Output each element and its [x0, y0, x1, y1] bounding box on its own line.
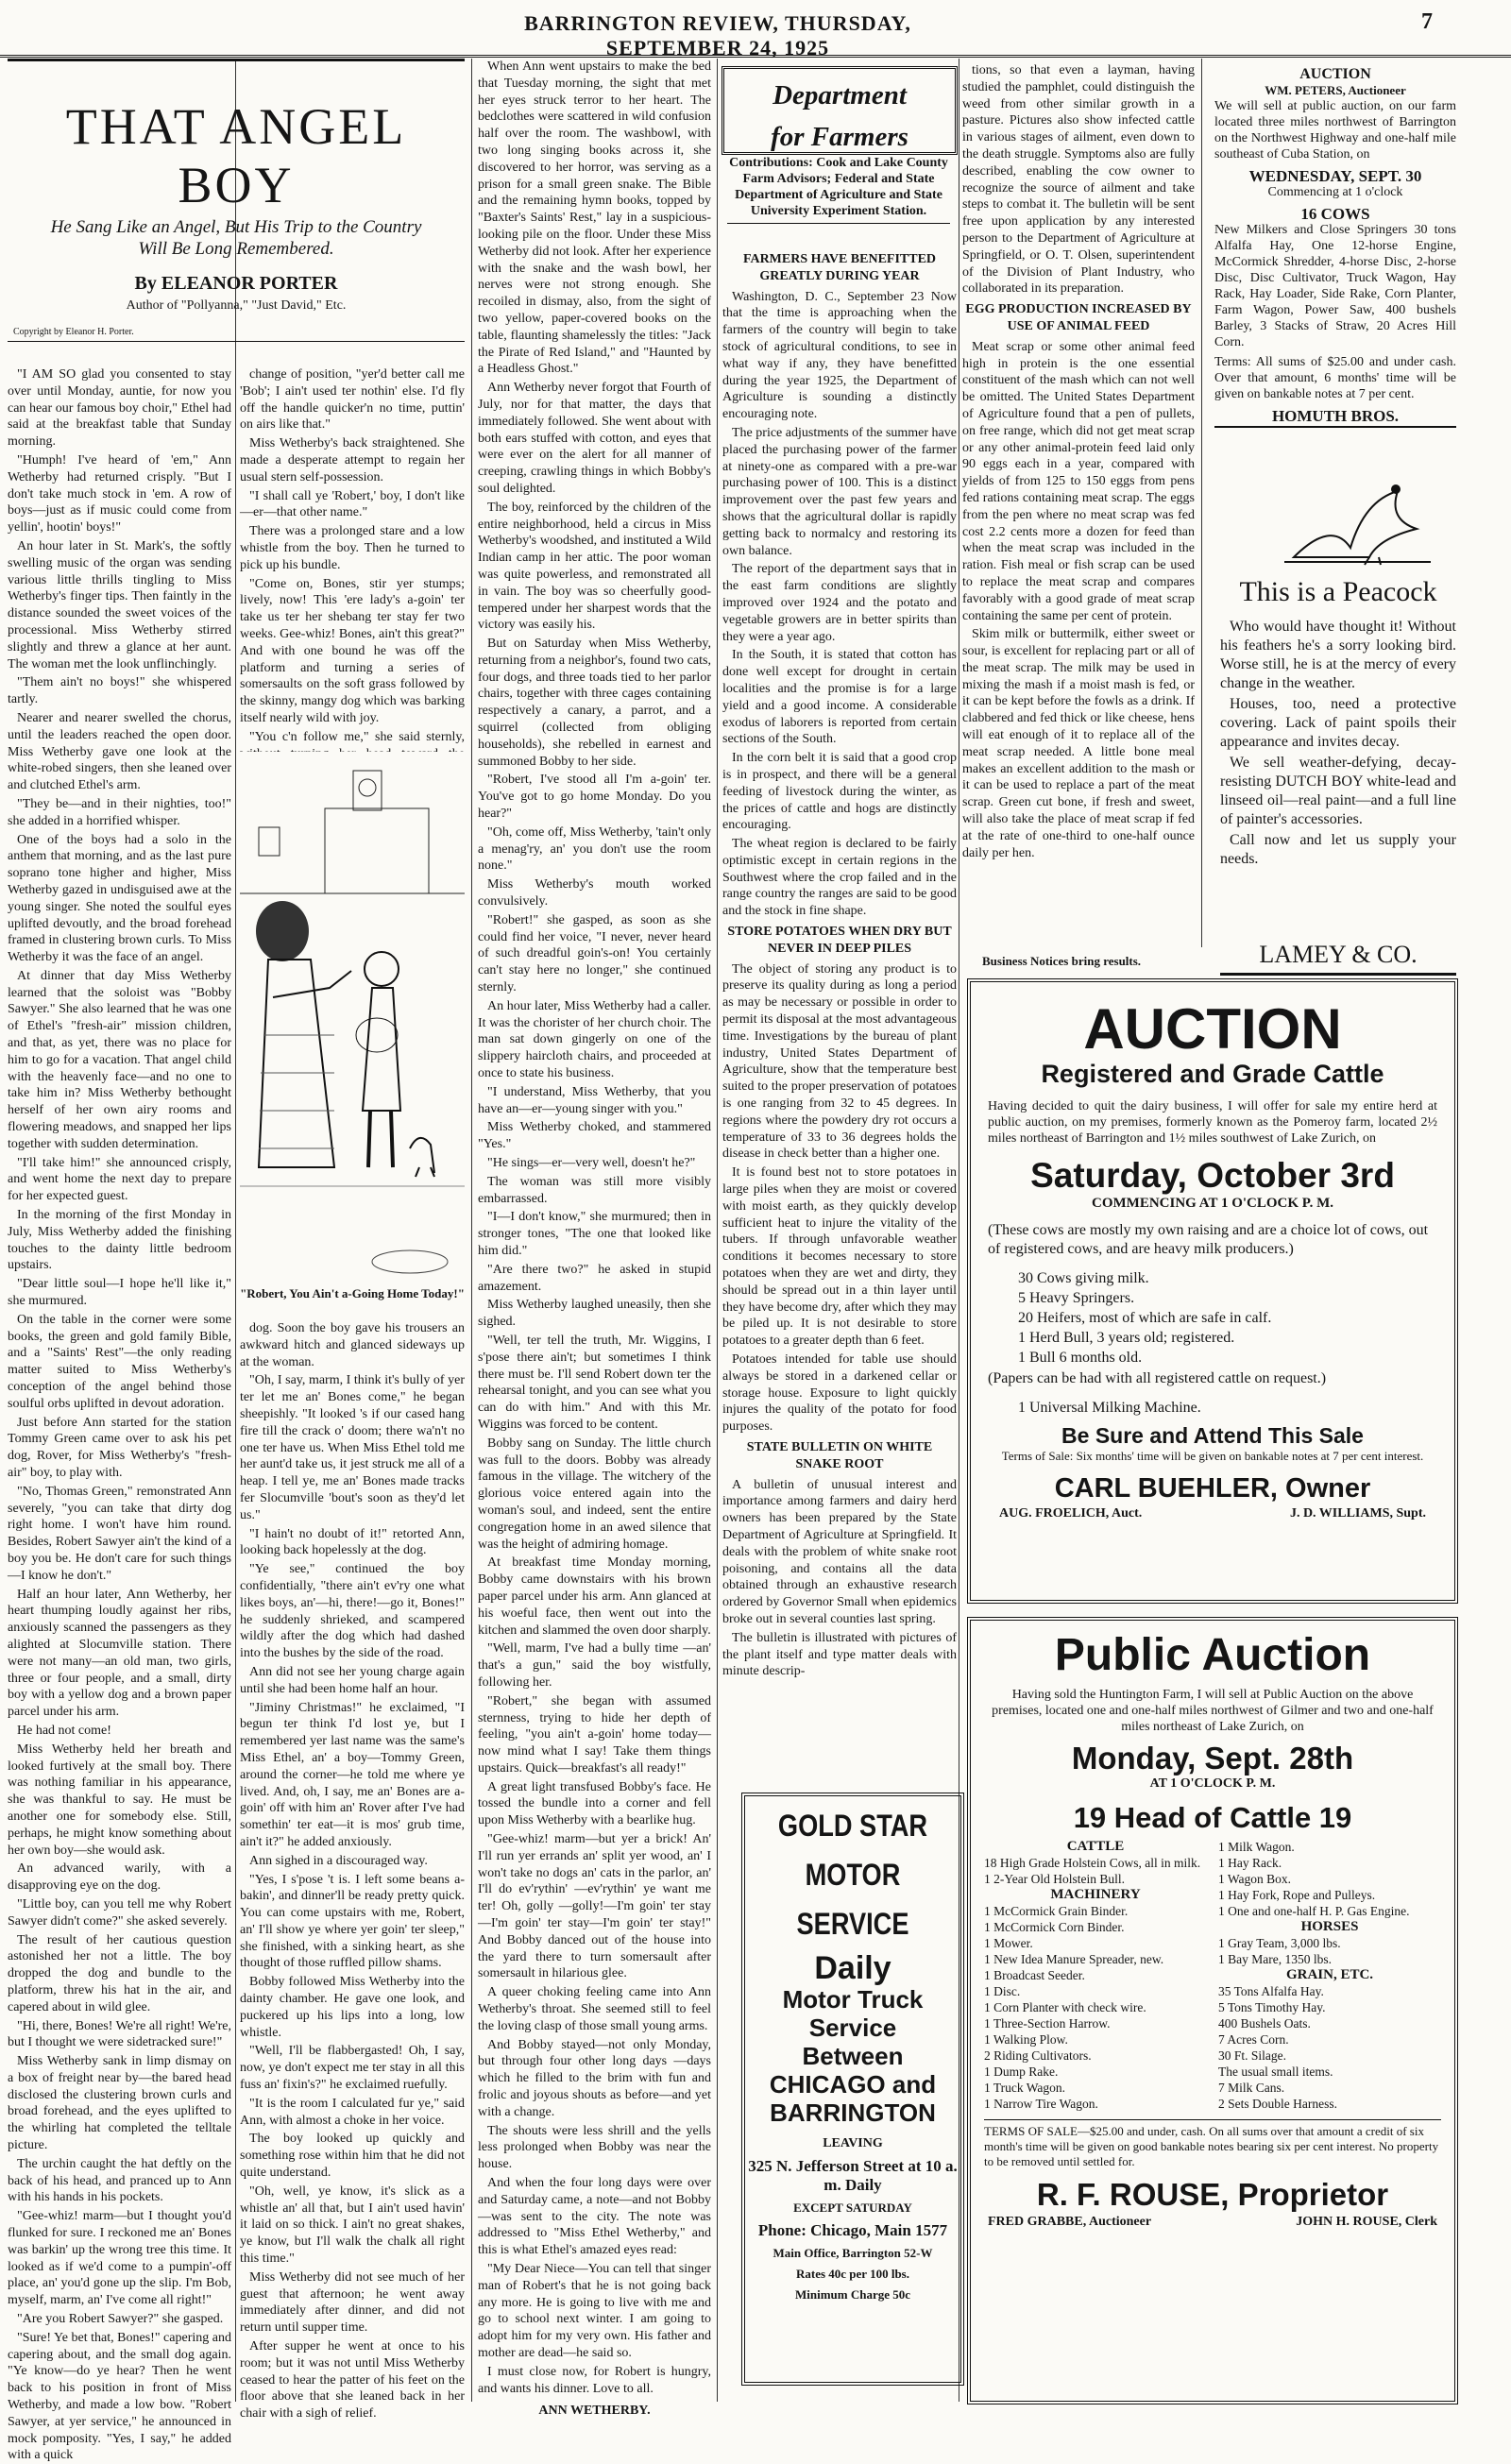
- article-paragraph: A bulletin of unusual interest and importance among farmers and dairy herd owners has been prepared by the State Department of Agriculture at Springfield. It deals with the problem of white snake root poisoning, and contains all the data obtained through an exhaustive research ordered by Governor Small when epidemics broke out in several counties last spring.: [722, 1477, 957, 1626]
- story-paragraph: "Gee-whiz! marm—but I thought you'd flunked for sure. I reckoned me an' Bones was barkin' up the wrong tree this time. It looked as if we'd come to a pumpin'-off place, an' you'd gone up the slip. I'm Bob, myself, marm, an' I've come all right!": [8, 2209, 231, 2308]
- section-headline: STORE POTATOES WHEN DRY BUT NEVER IN DEEP PILES: [727, 925, 952, 956]
- auction-date: Saturday, October 3rd: [1030, 1156, 1395, 1195]
- peacock-text: Houses, too, need a protective covering. Lack of paint spoils their appearance and invites decay.: [1220, 696, 1456, 750]
- story-paragraph: He had not come!: [17, 1723, 111, 1738]
- peacock-text: Who would have thought it! Without his feathers he's a sorry looking bird. Worse still, he is at the mercy of every change in the weather.: [1220, 619, 1456, 691]
- auctioneer-name: FRED GRABBE, Auctioneer: [988, 2215, 1152, 2229]
- story-paragraph: After supper he went at once to his room; but it was not until Miss Wetherby ceased to hear the patter of his feet on the floor above that she leaned back in her chair with a sigh of relief.: [240, 2339, 465, 2422]
- auction-item: 30 Cows giving milk.: [1018, 1270, 1149, 1286]
- auction-item: 30 Ft. Silage.: [1218, 2048, 1287, 2063]
- business-notice: Business Notices bring results.: [982, 954, 1142, 968]
- auction-item: 1 Three-Section Harrow.: [984, 2016, 1111, 2031]
- story-title: THAT ANGEL BOY: [65, 98, 407, 213]
- story-paragraph: I must close now, for Robert is hungry, and wants his dinner. Love to all.: [478, 2364, 711, 2396]
- story-paragraph: The woman was still more visibly embarrassed.: [478, 1174, 711, 1206]
- story-paragraph: At dinner that day Miss Wetherby learned that the soloist was "Bobby Sawyer." She also learned that he was one of Ethel's "fresh-air" mission children, and that, as yet, there was no place for him to go for a vacation. That angel child with the heavenly face—and no one to take him in? Miss Wetherby bethought herself of her own airy rooms and flowering meadows, and snapped her lips together with sudden determination.: [8, 968, 231, 1151]
- story-paragraph: Just before Ann started for the station Tommy Green came over to ask his pet dog, Rover, for Miss Wetherby's "fresh-air" boy, to play with.: [8, 1415, 231, 1480]
- story-paragraph: "They be—and in their nighties, too!" she added in a horrified whisper.: [8, 796, 231, 828]
- auction-item: 1 Truck Wagon.: [984, 2081, 1066, 2095]
- story-paragraph: The result of her cautious question astonished her not a little. The boy dropped the dog and bundle to the platform, threw his hat in the air, and capered about in wild glee.: [8, 1932, 231, 2014]
- story-paragraph: "I AM SO glad you consented to stay over until Monday, auntie, for now you can hear our famous boy choir," Ethel had said at the breakfast table that Sunday morning.: [8, 367, 231, 450]
- auction-desc: (These cows are mostly my own raising and are a choice lot of cows, out of registered cows, and are heavy milk producers.): [988, 1222, 1429, 1257]
- auction-machine: 1 Universal Milking Machine.: [1018, 1400, 1201, 1416]
- story-paragraph: On the table in the corner were some books, the green and gold family Bible, and a "Saints' Rest"—the only reading matter suited to Miss Wetherby's conception of the angel behind those soulful orbs uplifted in devout adoration.: [8, 1312, 231, 1411]
- story-paragraph: "Well, ter tell the truth, Mr. Wiggins, I s'pose there ain't; but sometimes I think there must be. I'll send Robert down ter the rehearsal tonight, and you can see what you can do with him." And with this Mr. Wiggins was forced to be content.: [478, 1333, 711, 1432]
- article-paragraph: Skim milk or buttermilk, either sweet or sour, is excellent for replacing part or all of the meat scrap. The milk may be used in mixing the mash if a moist mash is fed, or it can be kept before the fowls as a drink. If clabbered and fed thick or like cheese, hens will eat enough of it to replace all of the meat scrap needed. A little bone meal makes an excellent addition to the mash or it can be used to replace a part of the meat scrap. Green cut bone, if fresh and sweet, will also take the place of meat scrap if fed at the rate of one-third to one-half ounce daily per hen.: [962, 627, 1195, 860]
- auction-right-list: [1218, 1839, 1441, 2112]
- auction-date: Monday, Sept. 28th: [1071, 1741, 1354, 1776]
- auction-headline: AUCTION: [1083, 997, 1342, 1061]
- list-heading: GRAIN, ETC.: [1285, 1967, 1374, 1982]
- article-paragraph: The wheat region is declared to be fairly optimistic except in certain regions in the Southwest where the crop failed and in the range country the ranges are said to be good and the stock in fine shape.: [722, 837, 957, 919]
- author-note: Author of "Pollyanna," "Just David," Etc.: [126, 298, 347, 313]
- auction-item: 1 Hay Rack.: [1218, 1856, 1282, 1870]
- story-paragraph: Miss Wetherby choked, and stammered "Yes.": [478, 1120, 711, 1152]
- story-paragraph: "Oh, I say, marm, I think it's bully of yer ter let me an' Bones come," he began sheepishly. "It looked 's if our cased hang fire till the crack o' doom; there wa'n't no one ter have us. When Miss Ethel told me her aunt'd take us, it jest struck me all of a heap. I tell ye, me an' Bones made tracks fer Slocumville 'bout's soon as they'd let us.": [240, 1373, 465, 1522]
- story-paragraph: An advanced warily, with a disapproving eye on the dog.: [8, 1861, 231, 1894]
- gold-star-line: GOLD STAR: [777, 1809, 928, 1843]
- story-paragraph: "Little boy, can you tell me why Robert Sawyer didn't come?" she asked severely.: [8, 1896, 231, 1929]
- dept-title-1: Department: [772, 80, 907, 110]
- story-paragraph: "Them ain't no boys!" she whispered tartly.: [8, 675, 231, 707]
- story-paragraph: "Come on, Bones, stir yer stumps; lively, now! This 'ere lady's a-goin' ter take us ter her shebang ter stay fer two weeks. Gee-whiz! Bones, ain't this great?" And with one bound he was off the platform and turning a series of somersaults on the soft grass followed by the skinny, mangy dog which was barking itself nearly wild with joy.: [240, 576, 465, 725]
- story-paragraph: "I—I don't know," she murmured; then in stronger tones, "The one that looked like him did.": [478, 1210, 711, 1258]
- auction-item: The usual small items.: [1218, 2065, 1333, 2079]
- article-paragraph: The bulletin is illustrated with pictures of the plant itself and type matter deals with minute descrip-: [722, 1630, 957, 1679]
- auction-intro: Having sold the Huntington Farm, I will sell at Public Auction on the above premises, located one and one-half miles northwest of Gilmer and two and one-half miles northeast of Lake Zurich, on: [992, 1688, 1434, 1734]
- story-paragraph: Ann did not see her young charge again until she had been home half an hour.: [240, 1664, 465, 1696]
- lamey-firm-name: LAMEY & CO.: [1220, 941, 1456, 976]
- auction-headline: Public Auction: [1054, 1630, 1371, 1680]
- story-paragraph: An hour later in St. Mark's, the softly swelling music of the organ was sending various little thrills tingling to Miss Wetherby's finger tips. Then faintly in the distance sounded the sweet voices of the processional. Miss Wetherby stirred slightly and threw a glance at her aunt. The woman met the look unflinchingly.: [8, 538, 231, 671]
- auction-item: 7 Acres Corn.: [1218, 2032, 1289, 2047]
- column-rule: [717, 59, 718, 2402]
- farmers-column-2: [962, 62, 1195, 960]
- auction-owner: CARL BUEHLER, Owner: [1054, 1473, 1371, 1504]
- article-paragraph: In the South, it is stated that cotton has done well except for drought in certain localities and the promise is for a large yield and a good income. A considerable exodus of laborers is reported from certain sections of the South.: [722, 648, 957, 747]
- story-paragraph: Miss Wetherby laughed uneasily, then she sighed.: [478, 1298, 711, 1330]
- story-paragraph: "Oh, come off, Miss Wetherby, 'tain't only a menag'ry, an' you don't use the room none.": [478, 824, 711, 874]
- auction-body: We will sell at public auction, on our farm located three miles northwest of Barrington on the Northwest Highway and one-half mile southeast of Cuba Station, on: [1214, 99, 1456, 161]
- auction-item: 1 Mower.: [984, 1936, 1033, 1950]
- auction-item: 1 Dump Rake.: [984, 2065, 1059, 2079]
- article-paragraph: Washington, D. C., September 23 Now that the time is approaching when the farmers of the country will begin to take stock of agricultural conditions, to see in what way if any, they have benefitted during the year 1925, the Department of Agriculture is sounding a distinctly encouraging note.: [722, 289, 957, 422]
- superintendent-name: J. D. WILLIAMS, Supt.: [1289, 1506, 1426, 1521]
- peacock-ad: [1220, 576, 1456, 871]
- story-paragraph: "Hi, there, Bones! We're all right! We're, but I thought we were sidetracked sure!": [8, 2018, 231, 2050]
- auction-item: 1 Herd Bull, 3 years old; registered.: [1018, 1330, 1235, 1346]
- clerk-name: JOHN H. ROUSE, Clerk: [1296, 2215, 1437, 2229]
- story-paragraph: And Bobby stayed—not only Monday, but through four other long days —days which he filled to the brim with fun and frolic and joyous shouts as before—and yet with a change.: [478, 2037, 711, 2119]
- farmers-column: [722, 247, 957, 1787]
- story-paragraph: "Robert," she began with assumed sternness, trying to hide her depth of feeling, "you ain't a-goin' home today—now mind what I say! Take them things upstairs. Quick—breakfast's all ready!": [478, 1693, 711, 1776]
- auction-officials: [988, 2215, 1437, 2230]
- auction-cows: 16 COWS: [1300, 205, 1370, 223]
- story-paragraph: One of the boys had a solo in the anthem that morning, and as the last pure soprano tone higher and higher, Miss Wetherby gazed in undisguised awe at the young singer. She noted the soulful eyes uplifted devoutly, and the broad forehead framed in clustering brown curls. To Miss Wetherby it was the face of an angel.: [8, 832, 231, 965]
- buehler-auction-ad: [967, 978, 1458, 1604]
- auction-item: 1 Milk Wagon.: [1218, 1840, 1295, 1854]
- story-paragraph: The urchin caught the hat deftly on the back of his head, and pranced up to Ann with his hands in his pockets.: [8, 2156, 231, 2205]
- article-paragraph: The object of storing any product is to preserve its quality during as long a period as may be necessary or possible in order to permit its disposal at the most advantageous time. Investigations by the bureau of plant industry, United States Department of Agriculture, show that the temperature best suited to the proper preservation of potatoes is one ranging from 32 to 45 degrees. In regions where the powdery dry rot occurs a temperature of 33 to 36 degrees holds the disease in check better than a higher one.: [722, 961, 957, 1162]
- story-paragraph: The boy looked up quickly and something rose within him that he did not quite understand.: [240, 2132, 465, 2181]
- article-paragraph: The report of the department says that in the east farm conditions are slightly improved over 1924 and the potato and vegetable growers are in better spirits than they were a year ago.: [722, 562, 957, 644]
- story-paragraph: A queer choking feeling came into Ann Wetherby's throat. She seemed still to feel the loving clasp of those small young arms.: [478, 1985, 711, 2033]
- story-paragraph: A great light transfused Bobby's face. He tossed the bundle into a corner and fell upon Miss Wetherby with a bearlike hug.: [478, 1779, 711, 1828]
- story-paragraph: "Oh, well, ye know, it's slick as a whistle an' all that, but I ain't used havin' it laid on so thick. I ain't no great shakes, ye know, but I'll walk the chalk all right this time.": [240, 2184, 465, 2267]
- story-paragraph: Nearer and nearer swelled the chorus, until the leaders reached the open door. Miss Wetherby gave one look at the white-robed singers, then she leaned over and clutched Ethel's arm.: [8, 710, 231, 793]
- story-title-block: [8, 59, 465, 342]
- auctioneer-name: WM. PETERS, Auctioneer: [1265, 83, 1406, 97]
- auction-item: 35 Tons Alfalfa Hay.: [1218, 1984, 1324, 1998]
- farmers-department-box: [722, 66, 958, 155]
- story-paragraph: There was a prolonged stare and a low whistle from the boy. Then he turned to pick up his bundle.: [240, 524, 465, 572]
- auction-item: 7 Milk Cans.: [1218, 2081, 1285, 2095]
- auction-item: 1 New Idea Manure Spreader, new.: [984, 1952, 1164, 1966]
- gold-star-line: Main Office, Barrington 52-W: [772, 2246, 933, 2260]
- auction-time: AT 1 O'CLOCK P. M.: [1149, 1776, 1276, 1791]
- auction-terms: Terms of Sale: Six months' time will be given on bankable notes at 7 per cent interest.: [1001, 1449, 1424, 1463]
- story-paragraph: "Sure! Ye bet that, Bones!" capering and capering about, and the small dog again. "Ye know—do ye hear? Then he went back to his position in front of Miss Wetherby, and made a low bow. "Robert Sawyer, at yer service," he announced in mock pomposity. "Yes, I say," he added with a quick: [8, 2330, 231, 2463]
- auction-item: 1 Bay Mare, 1350 lbs.: [1218, 1952, 1332, 1966]
- story-paragraph: Bobby sang on Sunday. The little church was full to the doors. Bobby was already famous in the village. The witchery of the glorious voice entered again into the woman's soul, and indeed, sent the entire congregation home in an awed silence that was the height of admiring homage.: [478, 1436, 711, 1552]
- page-number: 7: [1421, 9, 1433, 34]
- story-paragraph: "I understand, Miss Wetherby, that you have an—er—young singer with you.": [478, 1084, 711, 1116]
- copyright-line: Copyright by Eleanor H. Porter.: [13, 327, 134, 337]
- story-paragraph: And when the four long days were over and Saturday came, a note—and not Bobby—was sent to the city. The note was addressed to "Miss Ethel Wetherby," and this is what Ethel's amazed eyes read:: [478, 2176, 711, 2258]
- auction-officials: [999, 1506, 1426, 1521]
- article-paragraph: Meat scrap or some other animal feed high in protein is the one essential constituent of the mash which can not well be omitted. The United States Department of Agriculture found that a pen of pullets, on free range, which did not get meat scrap or any other animal-protein feed laid only 90 eggs each in a year, compared with yields of from 125 to 150 eggs from pens fed rations containing meat scrap. The eggs from the pen where no meat scrap was fed cost 2.2 cents more a dozen for feed than when the meat scrap was included in the ration. Fish meal or fish scrap can be used to replace the meat scrap and compares favorably with a good grade of meat scrap containing the same per cent of protein.: [962, 339, 1195, 623]
- story-column-2-bottom: [240, 1320, 465, 2422]
- story-paragraph: "Are you Robert Sawyer?" she gasped.: [17, 2312, 224, 2327]
- auction-item: 1 Hay Fork, Rope and Pulleys.: [1218, 1888, 1376, 1902]
- story-paragraph: Ann Wetherby never forgot that Fourth of July, nor for that matter, the days that immediately followed. She went about with both ears stuffed with cotton, and eyes that were ever on the alert for all manner of creeping, crawling things in which Bobby's soul delighted.: [478, 381, 711, 496]
- auction-item: 1 McCormick Grain Binder.: [984, 1904, 1129, 1918]
- peacock-icon: [1275, 463, 1435, 567]
- auction-item: 1 Narrow Tire Wagon.: [984, 2097, 1098, 2111]
- story-signature: ANN WETHERBY.: [538, 2404, 651, 2419]
- story-paragraph: Miss Wetherby's back straightened. She made a desperate attempt to regain her usual stern self-possession.: [240, 436, 465, 484]
- rouse-auction-ad: [967, 1617, 1458, 2405]
- auction-papers: (Papers can be had with all registered cattle on request.): [988, 1370, 1327, 1386]
- story-paragraph: "Yes, I s'pose 't is. I left some beans a-bakin', and dinner'll be ready pretty quick. You can come upstairs with me, Robert, an' I'll show ye where yer goin' ter sleep," she finished, with a sinking heart, as she thought of those ruffled pillow shams.: [240, 1872, 465, 1971]
- story-paragraph: "It is the room I calculated fur ye," said Ann, with almost a choke in her voice.: [240, 2096, 465, 2128]
- story-paragraph: "My Dear Niece—You can tell that singer man of Robert's that he is not going back any more. He is going to live with me and go to school next winter. I am going to adopt him for my very own. His father and mother are dead—he said so.: [478, 2262, 711, 2360]
- auction-item-list: [1018, 1268, 1454, 1368]
- story-paragraph: "Well, I'll be flabbergasted! Oh, I say, now, ye don't expect me ter stay in all this fuss an' fixin's?" he exclaimed ruefully.: [240, 2044, 465, 2093]
- story-paragraph: "I hain't no doubt of it!" retorted Ann, looking back hopelessly at the dog.: [240, 1526, 465, 1558]
- auction-item: 1 Broadcast Seeder.: [984, 1968, 1085, 1982]
- auction-item-columns: [984, 1839, 1441, 2112]
- story-paragraph: Half an hour later, Ann Wetherby, her heart thumping loudly against her ribs, anxiously scanned the passengers as they alighted at Slocumville station. There were not many—an old man, two girls, three or four people, and a small, dirty boy with a yellow dog and a brown paper parcel under his arm.: [8, 1587, 231, 1720]
- peacock-title: This is a Peacock: [1239, 576, 1437, 607]
- section-headline: FARMERS HAVE BENEFITTED GREATLY DURING YEAR: [742, 252, 937, 283]
- story-paragraph: Miss Wetherby sank in limp dismay on a box of freight near by—the bared head disclosed the clustering brown curls and broad forehead, and the eyes uplifted to the whirling hat completed the telltale picture.: [8, 2054, 231, 2153]
- story-paragraph: "I shall call ye 'Robert,' boy, I don't like—er—that other name.": [240, 488, 465, 520]
- gold-star-line: Minimum Charge 50c: [794, 2287, 911, 2302]
- auction-time: COMMENCING AT 1 O'CLOCK P. M.: [1092, 1196, 1333, 1211]
- gold-star-line: CHICAGO and: [769, 2070, 937, 2099]
- story-illustration: [240, 752, 465, 1286]
- story-paragraph: Bobby followed Miss Wetherby into the dainty chamber. He gave one look, and puckered up his lips into a long, low whistle.: [240, 1975, 465, 2040]
- story-paragraph: At breakfast time Monday morning, Bobby came downstairs with his brown paper parcel under his arm. Ann glanced at his woeful face, then went out into the kitchen and slammed the oven door sharply.: [478, 1555, 711, 1638]
- column-rule: [235, 59, 236, 2402]
- auction-item: 1 Corn Planter with check wire.: [984, 2000, 1146, 2014]
- story-paragraph: dog. Soon the boy gave his trousers an awkward hitch and glanced sideways up at the woman.: [240, 1321, 465, 1369]
- story-column-1: [8, 366, 231, 2463]
- gold-star-line: EXCEPT SATURDAY: [793, 2201, 912, 2215]
- story-subtitle: He Sang Like an Angel, But His Trip to the Country Will Be Long Remembered.: [50, 217, 422, 259]
- story-paragraph: The shouts were less shrill and the yells less prolonged when Bobby was near the house.: [478, 2123, 711, 2172]
- story-paragraph: "Are there two?" he asked in stupid amazement.: [478, 1262, 711, 1294]
- auction-item: 5 Heavy Springers.: [1018, 1290, 1135, 1306]
- story-paragraph: But on Saturday when Miss Wetherby, returning from a neighbor's, found two cats, four dogs, and three toads tied to her parlor chairs, together with three cages containing respectively a canary, a parrot, and a squirrel (collected from obliging households), she rebelled in earnest and summoned Bobby to her side.: [478, 637, 711, 769]
- gold-star-ad: [741, 1793, 964, 2386]
- auction-item: 1 Gray Team, 3,000 lbs.: [1218, 1936, 1341, 1950]
- auction-item: 1 One and one-half H. P. Gas Engine.: [1218, 1904, 1410, 1918]
- story-paragraph: Ann sighed in a discouraged way.: [249, 1853, 428, 1868]
- list-heading: MACHINERY: [1050, 1887, 1141, 1902]
- gold-star-line: SERVICE: [796, 1907, 909, 1941]
- gold-star-line: Motor Truck: [782, 1985, 924, 2014]
- list-heading: CATTLE: [1066, 1839, 1125, 1854]
- auction-cattle-head: 19 Head of Cattle 19: [1073, 1801, 1352, 1834]
- auction-item: 1 Bull 6 months old.: [1018, 1350, 1143, 1366]
- article-paragraph: In the corn belt it is said that a good crop is in prospect, and there will be a general feeding of livestock during the winter, as the prices of cattle and hogs are distinctly encouraging.: [722, 751, 957, 833]
- peacock-text: Call now and let us supply your needs.: [1220, 832, 1456, 867]
- masthead-bar: [0, 0, 1511, 58]
- gold-star-line: Rates 40c per 100 lbs.: [795, 2267, 909, 2281]
- gold-star-line: LEAVING: [823, 2136, 883, 2150]
- auction-time: Commencing at 1 o'clock: [1267, 185, 1403, 199]
- auction-item: 5 Tons Timothy Hay.: [1218, 2000, 1326, 2014]
- gold-star-line: Phone: Chicago, Main 1577: [757, 2221, 948, 2239]
- article-paragraph: The price adjustments of the summer have placed the purchasing power of the farmer at ninety-one as compared with a pre-war purchasing power of 100. This is a distinct improvement over the past few years and shows that the agricultural dollar is rapidly getting back to normalcy and restoring its own balance.: [722, 425, 957, 558]
- paper-dateline: BARRINGTON REVIEW, THURSDAY, SEPTEMBER 24, 1925: [524, 11, 911, 59]
- column-rule: [471, 59, 472, 2402]
- article-paragraph: It is found best not to store potatoes in large piles when they are moist or covered with moist earth, as they quickly develop sufficient heat to injure the vitality of the tubers. If through unfavorable weather conditions it becomes necessary to store potatoes when they are wet and dirty, they should be spread out in a thin layer until they have become dry, after which they may be piled up. It is not desirable to store potatoes to a greater depth than 6 feet.: [722, 1165, 957, 1349]
- auction-terms: Terms: All sums of $25.00 and under cash. Over that amount, 6 months' time will be given on bankable notes at 7 per cent.: [1214, 355, 1456, 401]
- story-paragraph: "Robert, I've stood all I'm a-goin' ter. You've got to go home Monday. Do you hear?": [478, 773, 711, 822]
- auctioneer-name: AUG. FROELICH, Auct.: [999, 1506, 1143, 1521]
- auction-terms: TERMS OF SALE—$25.00 and under, cash. On all sums over that amount a credit of six month's time will be given on good bankable notes bearing six per cent interest. No property to be removed until settled for.: [984, 2119, 1441, 2169]
- auction-item: 2 Sets Double Harness.: [1218, 2097, 1337, 2111]
- auction-item: 1 Walking Plow.: [984, 2032, 1068, 2047]
- auction-item: 1 McCormick Corn Binder.: [984, 1920, 1125, 1934]
- story-paragraph: "Jiminy Christmas!" he exclaimed, "I begun ter think I'd lost ye, but I remembered yer last name was the same's Miss Ethel, an' a boy—Tommy Green, around the corner—he told me where ye lived. And, oh, I say, me an' Bones are a-goin' off with him an' Rover after I've had somethin' ter eat—it is mos' grub time, ain't it?" he added anxiously.: [240, 1700, 465, 1849]
- story-column-3: [478, 59, 711, 2419]
- column-rule: [1201, 59, 1202, 947]
- story-paragraph: The boy, reinforced by the children of the entire neighborhood, held a circus in Miss Wetherby's woodshed, and instituted a Wild Indian camp in her attic. The poor woman was quite powerless, and remonstrated all in vain. The boy was so cheerfully good-tempered under her sharpest words that the victory was easily his.: [478, 500, 711, 633]
- article-paragraph: Potatoes intended for table use should always be stored in a darkened cellar or storage house. Exposure to light quickly injures the quality of the potato for food purposes.: [722, 1352, 957, 1435]
- auction-item: 2 Riding Cultivators.: [984, 2048, 1092, 2063]
- illustration-caption: "Robert, You Ain't a-Going Home Today!": [240, 1286, 465, 1300]
- story-paragraph: "Dear little soul—I hope he'll like it," she murmured.: [8, 1277, 231, 1309]
- story-paragraph: "He sings—er—very well, doesn't he?": [487, 1156, 696, 1170]
- story-byline: By ELEANOR PORTER: [134, 273, 338, 294]
- auction-left-list: [984, 1839, 1207, 2112]
- story-paragraph: Miss Wetherby held her breath and looked furtively at the small boy. There was nothing familiar in his appearance, she was thankful to say. He must be another one for somebody else. Still, perhaps, he might know something about her own boy—she would ask.: [8, 1742, 231, 1858]
- auction-subhead: Registered and Grade Cattle: [1041, 1060, 1384, 1088]
- auction-items: New Milkers and Close Springers 30 tons Alfalfa Hay, One 12-horse Engine, McCormick Shredder, 4-horse Disc, 2-horse Disc, Disc Cultivator, Truck Wagon, Hay Rack, Hay Loader, Side Rake, Corn Planter, Farm Wagon, Power Saw, 400 bushels Barley, 3 Stacks of Straw, 20 Acres Hill Corn.: [1214, 223, 1456, 349]
- auction-attend: Be Sure and Attend This Sale: [1061, 1423, 1364, 1448]
- story-paragraph: "Well, marm, I've had a bully time —an' that's a gun," said the boy wistfully, following her.: [478, 1641, 711, 1690]
- auction-owner: R. F. ROUSE, Proprietor: [1036, 2177, 1389, 2212]
- homuth-auction-ad: [1214, 66, 1456, 428]
- story-paragraph: "Ye see," continued the boy confidentially, "there ain't ev'ry one what likes boys, an'—hi, there!—go it, Bones!" he suddenly shrieked, and scampered wildly after the dog which had dashed into the bushes by the side of the road.: [240, 1562, 465, 1661]
- gold-star-line: MOTOR: [805, 1858, 901, 1892]
- auction-intro: Having decided to quit the dairy business, I will offer for sale my entire herd at public auction, on my premises, formerly known as the Pomeroy farm, located 2½ miles northeast of Barrington and 1½ miles southwest of Lake Zurich, on: [988, 1099, 1437, 1146]
- article-paragraph: tions, so that even a layman, having studied the pamphlet, could distinguish the weed from other similar growth in a pasture. Pictures also show infected cattle in various stages of ailment, even down to the death struggle. Symptoms also are fully described, enabling the cow owner to recognize the source of ailment and take steps to combat it. The bulletin will be sent free upon application by any interested person to the Department of Agriculture at Springfield, or O. T. Olsen, superintendent of the Division of Plant Industry, who collaborated in its preparation.: [962, 63, 1195, 297]
- auction-item: 1 Wagon Box.: [1218, 1872, 1292, 1886]
- story-paragraph: "Humph! I've heard of 'em," Ann Wetherby had returned crisply. "But I don't take much stock in 'em. A row of boys—just as if music could come from yellin', hootin' boys!": [8, 452, 231, 535]
- dept-title-2: for Farmers: [771, 122, 908, 152]
- story-paragraph: change of position, "yer'd better call me 'Bob'; I ain't used ter nothin' else. I'd fly off the handle quicker'n no time, puttin' on airs like that.": [240, 367, 465, 433]
- auction-item: 400 Bushels Oats.: [1218, 2016, 1311, 2031]
- gold-star-line: BARRINGTON: [770, 2099, 936, 2127]
- auction-item: 1 2-Year Old Holstein Bull.: [984, 1872, 1126, 1886]
- auction-title: AUCTION: [1299, 66, 1371, 82]
- section-headline: STATE BULLETIN ON WHITE SNAKE ROOT: [746, 1439, 933, 1471]
- gold-star-line: Daily: [814, 1950, 891, 1986]
- list-heading: HORSES: [1300, 1919, 1359, 1934]
- story-paragraph: "Gee-whiz! marm—but yer a brick! An' I'll run yer errands an' split yer wood, an' I won't take no dogs an' cats in the parlor, an' I'll do ev'rythin' —ev'rythin' ye want me ter! Oh, golly —golly!—I'm goin' ter stay—I'm goin' ter stay—I'm goin' ter stay!" And Bobby danced out of the house into the yard there to turn somersault after somersault in hilarious glee.: [478, 1832, 711, 1981]
- auction-date: WEDNESDAY, SEPT. 30: [1248, 167, 1422, 185]
- auction-item: 18 High Grade Holstein Cows, all in milk.: [984, 1856, 1201, 1870]
- auction-seller: HOMUTH BROS.: [1214, 408, 1456, 428]
- story-paragraph: "No, Thomas Green," remonstrated Ann severely, "you can take that dirty dog right home. I won't have him round. Besides, Robert Sawyer ain't the kind of a boy you be. He don't care for such things—I know he don't.": [8, 1484, 231, 1583]
- story-paragraph: "Robert!" she gasped, as soon as she could find her voice, "I never, never heard of such dreadful goin's-on! You certainly can't stay here no longer," she continued sternly.: [478, 912, 711, 995]
- peacock-text: We sell weather-defying, decay-resisting DUTCH BOY white-lead and linseed oil—real paint—and a full line of painter's accessories.: [1220, 755, 1456, 827]
- story-paragraph: Miss Wetherby did not see much of her guest that afternoon; he went away immediately after dinner, and did not return until supper time.: [240, 2269, 465, 2336]
- auction-item: 20 Heifers, most of which are safe in calf.: [1018, 1310, 1272, 1326]
- gold-star-line: Between: [802, 2042, 904, 2070]
- dept-contributors: Contributions: Cook and Lake County Farm Advisors; Federal and State Department of Agriculture and State University Experiment Station.: [727, 155, 950, 224]
- gold-star-line: Service: [808, 2014, 897, 2042]
- story-paragraph: "You c'n follow me," she said sternly,: [249, 729, 465, 744]
- story-paragraph: Miss Wetherby's mouth worked convulsively.: [478, 877, 711, 909]
- story-paragraph: In the morning of the first Monday in July, Miss Wetherby added the finishing touches to the dainty little bedroom upstairs.: [8, 1208, 231, 1273]
- section-headline: EGG PRODUCTION INCREASED BY USE OF ANIMAL FEED: [965, 302, 1192, 333]
- story-paragraph: When Ann went upstairs to make the bed that Tuesday morning, the sight that met her eyes struck terror to her heart. The bedclothes were scattered in wild confusion half over the room. The washbowl, with two long singing books across it, she discovered to her horror, was serving as a prison for a small green snake. The Bible and the remaining hymn books, topped by "Baxter's Saints' Rest," lay in a suspicious-looking pile on the floor. Under these Miss Wetherby did not look. After her experience with the snake and the wash bowl, her nerves were not strong enough. She recoiled in dismay, also, from the sight of two yellow, paper-covered books on the table, flaunting shamelessly the titles: "Jack the Pirate of Red Island," and "Haunted by a Headless Ghost.": [478, 59, 711, 377]
- story-paragraph: "I'll take him!" she announced crisply, and went home the next day to prepare for her expected guest.: [8, 1155, 231, 1204]
- story-column-2-top: [240, 366, 465, 817]
- gold-star-line: 325 N. Jefferson Street at 10 a. m. Daily: [748, 2157, 958, 2194]
- story-paragraph: An hour later, Miss Wetherby had a caller. It was the chorister of her church choir. The man sat down gingerly on one of the slippery haircloth chairs, and proceeded at once to state his business.: [478, 998, 711, 1081]
- auction-item: 1 Disc.: [984, 1984, 1021, 1998]
